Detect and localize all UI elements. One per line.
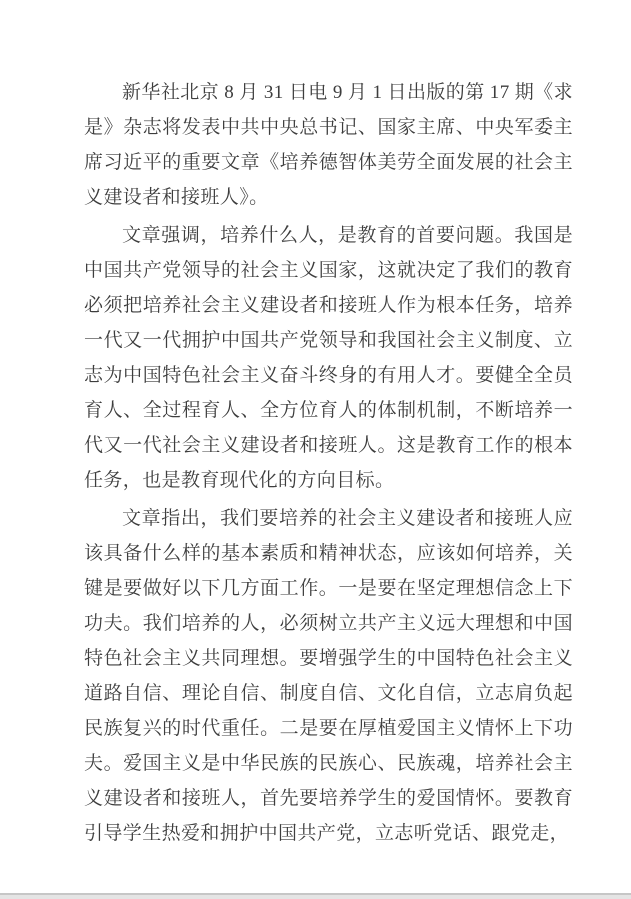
article-body <box>84 75 573 854</box>
paragraph-article-emphasis: 文章强调，培养什么人，是教育的首要问题。我国是中国共产党领导的社会主义国家，这就决定了我们的教育必须把培养社会主义建设者和接班人作为根本任务，培养一代又一代拥护中国共产党领导和我国社会主义制度、立志为中国特色社会主义奋斗终身的有用人才。要健全全员育人、全过程育人、全方位育人的体制机制，不断培养一代又一代社会主义建设者和接班人。这是教育工作的根本任务，也是教育现代化的方向目标。 <box>84 225 573 491</box>
paragraph-article-points: 文章指出，我们要培养的社会主义建设者和接班人应该具备什么样的基本素质和精神状态，应该如何培养，关键是要做好以下几方面工作。一是要在坚定理想信念上下功夫。我们培养的人，必须树立共产主义远大理想和中国特色社会主义共同理想。要增强学生的中国特色社会主义道路自信、理论自信、制度自信、文化自信，立志肩负起民族复兴的时代重任。二是要在厚植爱国主义情怀上下功夫。爱国主义是中华民族的民族心、民族魂，培养社会主义建设者和接班人，首先要培养学生的爱国情怀。要教育引导学生热爱和拥护中国共产党，立志听党话、跟党走， <box>84 508 573 844</box>
page-gap-background <box>0 895 631 899</box>
paragraph-dateline-intro: 新华社北京 8 月 31 日电 9 月 1 日出版的第 17 期《求是》杂志将发表中共中央总书记、国家主席、中央军委主席习近平的重要文章《培养德智体美劳全面发展的社会主义建设者和接班人》。 <box>84 82 573 208</box>
